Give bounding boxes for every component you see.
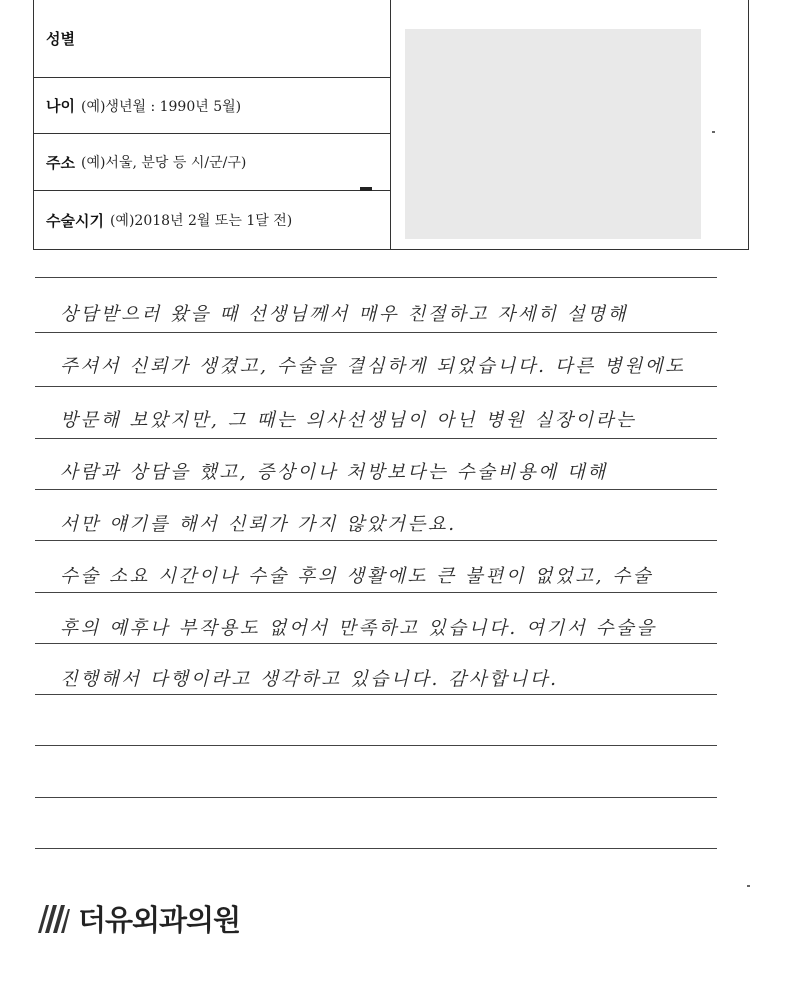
- review-line: 상담받으러 왔을 때 선생님께서 매우 친절하고 자세히 설명해: [60, 304, 628, 325]
- review-line: 후의 예후나 부작용도 없어서 만족하고 있습니다. 여기서 수술을: [60, 618, 657, 639]
- paper-speck: [747, 885, 750, 887]
- surgery-date-row: [34, 191, 390, 249]
- age-row: [34, 78, 390, 134]
- personal-info-table: [34, 0, 391, 250]
- surgery-date-example: (예)2018년 2월 또는 1달 전): [109, 213, 293, 229]
- ruled-line: [35, 489, 717, 490]
- ruled-line: [35, 592, 717, 593]
- review-line: 수술 소요 시간이나 수술 후의 생활에도 큰 불편이 없었고, 수술: [60, 566, 654, 587]
- review-line: 진행해서 다행이라고 생각하고 있습니다. 감사합니다.: [60, 669, 559, 690]
- review-line: 서만 얘기를 해서 신뢰가 가지 않았거든요.: [60, 514, 457, 535]
- redacted-photo-area: [405, 29, 701, 239]
- personal-info-form: [33, 0, 749, 250]
- ruled-line: [35, 277, 717, 278]
- paper-speck: [712, 131, 715, 133]
- clinic-logo-icon: [36, 903, 72, 935]
- gender-label: 성별: [46, 30, 75, 48]
- age-example: (예)생년월 : 1990년 5월): [80, 98, 242, 115]
- ruled-line: [35, 332, 717, 333]
- clinic-logo: [36, 898, 240, 939]
- address-label: 주소: [46, 153, 75, 172]
- ruled-line: [35, 694, 717, 695]
- ruled-line: [35, 797, 717, 798]
- review-line: 주셔서 신뢰가 생겼고, 수술을 결심하게 되었습니다. 다른 병원에도: [60, 356, 686, 377]
- address-row: [34, 134, 390, 191]
- surgery-date-label: 수술시기: [46, 211, 104, 230]
- ruled-line: [35, 540, 717, 541]
- ruled-line: [35, 745, 717, 746]
- ruled-line: [35, 386, 717, 387]
- tick-mark: [360, 187, 372, 191]
- review-line: 사람과 상담을 했고, 증상이나 처방보다는 수술비용에 대해: [60, 462, 608, 483]
- clinic-name: 더유외과의원: [78, 903, 241, 937]
- address-example: (예)서울, 분당 등 시/군/구): [80, 155, 247, 171]
- ruled-line: [35, 438, 717, 439]
- ruled-line: [35, 848, 717, 849]
- gender-row: [34, 0, 390, 78]
- ruled-line: [35, 643, 717, 644]
- review-line: 방문해 보았지만, 그 때는 의사선생님이 아닌 병원 실장이라는: [60, 410, 637, 431]
- age-label: 나이: [46, 97, 75, 115]
